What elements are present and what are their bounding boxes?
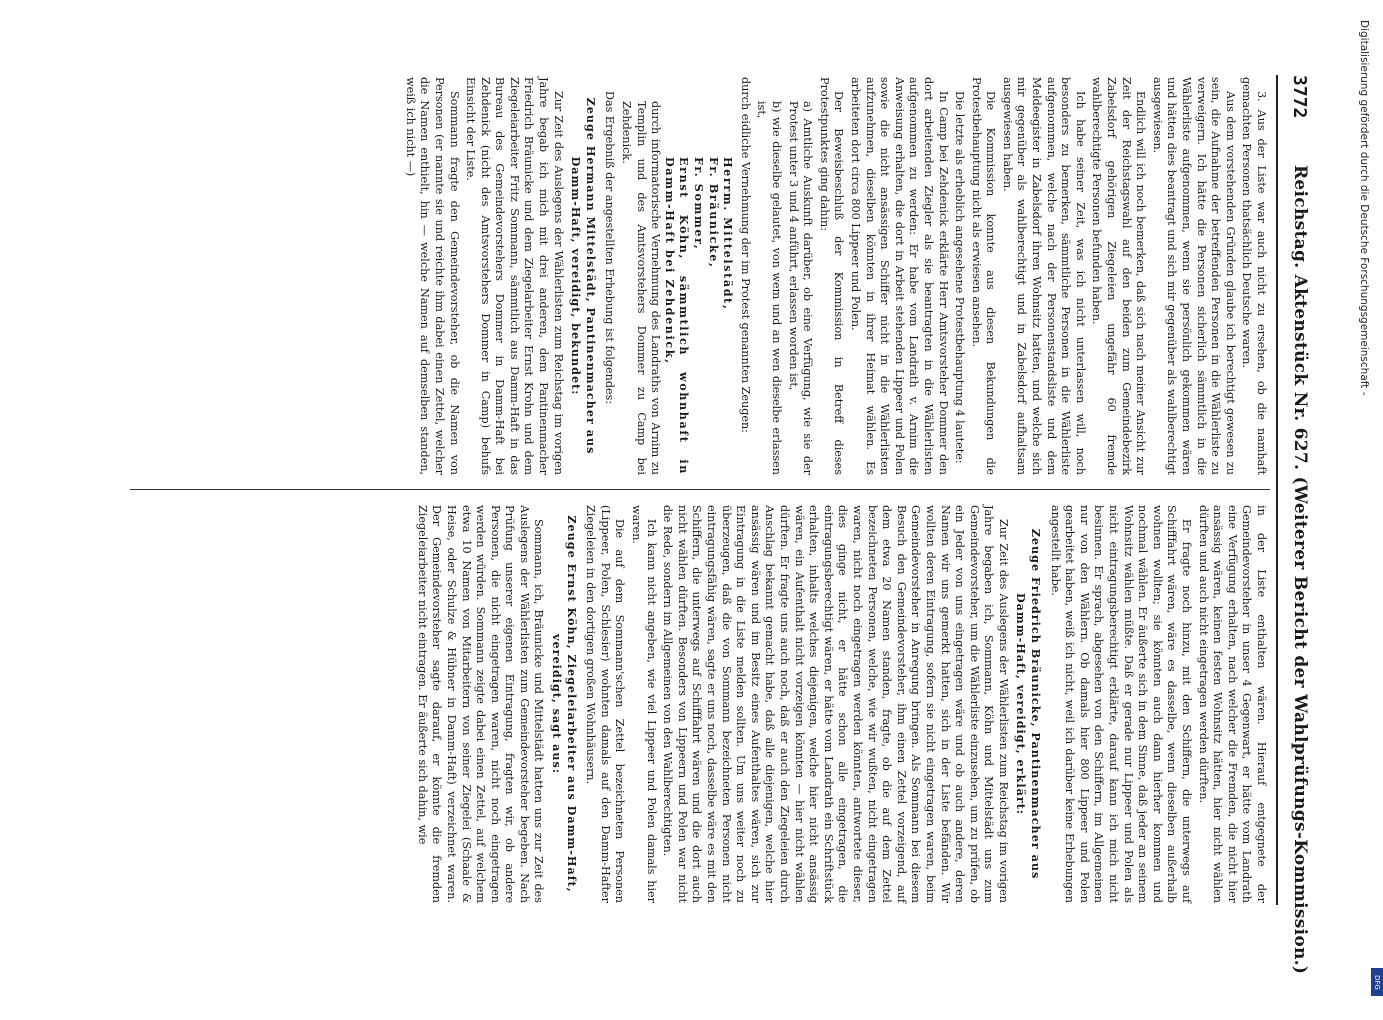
- page-header: [1280, 75, 1310, 975]
- witness-name: Herrm. Mittelstädt,: [721, 157, 736, 311]
- paragraph: Sommann, ich, Bräunicke und Mittelstädt hatten uns zur Zeit des Auslegens der Wählerlisten zum Gemeindevorsteher begeben. Nach Prüfung unserer eigenen Eintragung, fragten wir, ob andere Personen, die nicht eingetragen waren, nicht noch eingetragen werden würden. Sommann zeigte dabei einen Zettel, auf welchem etwa 10 Namen von Mitarbeitern von seiner Ziegelei (Schaale & Heise, oder Schulze & Hübner in Damm-Haft) verzeichnet waren. Der Gemeindevorsteher sagte darauf, er könnte die fremden Ziegeleiarbeiter nicht eintragen. Er äußerte sich dahin, wie: [415, 505, 546, 903]
- column-divider: [130, 489, 1270, 490]
- witness-heading: Zeuge Friedrich Bräunicke, Pantinenmacher aus Damm-Haft, vereidigt, erklärt:: [1014, 528, 1044, 880]
- witness-heading: Zeuge Ernst Köhn, Ziegeleiarbeiter aus Damm-Haft, vereidigt, sagt aus:: [550, 515, 579, 893]
- page-number: 3772: [1289, 75, 1310, 119]
- paragraph: Der Beweisbeschluß der Kommission in Betreff dieses Protestpunktes ging dahin:: [817, 77, 846, 475]
- document-sheet: [98, 55, 1328, 975]
- paragraph: b) wie dieselbe gelautet, von wem und an wen dieselbe erlassen ist,: [755, 101, 783, 475]
- left-column: [400, 77, 1268, 475]
- paragraph: Ich habe seiner Zeit, was ich nicht unterlassen will, noch besonders zu bemerken, sämmtliche Personen in die Wählerliste aufgenommen, welche nach der Personenstandsliste und dem Meldeegister in Zabelsdorf ihren Wohnsitz hatten, und welche sich mir gegenüber als wahlberechtigt und in Zabelsdorf aufhaltsam ausgewiesen haben.: [1000, 77, 1087, 475]
- paragraph: Die letzte als erheblich angesehene Protestbehauptung 4 lautete:: [953, 91, 967, 464]
- paragraph: Die Kommission konnte aus diesen Bekundungen die Protestbehauptung nicht als erwiesen ansehen.: [969, 77, 998, 475]
- right-column: [412, 505, 1268, 903]
- paragraph: 3. Aus der Liste war auch nicht zu ersehen, ob die namhaft gemachten Personen thatsächlich Deutsche waren.: [1240, 77, 1268, 475]
- paragraph: Er fragte noch hinzu, mit den Schiffern, die unterwegs auf Schifffahrt wären, wäre es dasselbe, wenn dieselben außerhalb wohnen wollten; sie könnten auch dann hierher kommen und nochmal wählen. Er äußerte sich in dem Sinne, daß jeder an seinem Wohnsitz wählen müßte. Daß er gerade nur Lippeer und Polen als nicht eintragungsberechtigt erklärte, darauf kann ich mich nicht besinnen. Er sprach, abgesehen von den Schiffern, im Allgemeinen nur von den Wählern. Ob damals hier 800 Lippeer und Polen gearbeitet haben, weiß ich nicht, weil ich darüber keine Erhebungen angestellt habe.: [1048, 505, 1194, 903]
- paragraph: durch informatorische Vernehmung des Landraths von Arnim zu Templin und des Amtsvorstehers Dommer zu Camp bei Zehdenick.: [620, 101, 663, 475]
- paragraph: a) Amtliche Auskunft darüber, ob eine Verfügung, wie sie der Protest unter 3 und 4 anführt, erlassen worden ist,: [786, 101, 815, 475]
- paragraph: durch eidliche Vernehmung der im Protest genannten Zeugen:: [738, 77, 752, 433]
- witness-name: Fr. Sommer,: [692, 157, 707, 251]
- paragraph: Endlich will ich noch bemerken, daß sich nach meiner Ansicht zur Zeit der Reichstagswahl auf den beiden zum Gemeindebezirk Zabelsdorf gehörigen Ziegeleien ungefähr 60 fremde wahlberechtigte Personen befunden haben.: [1090, 77, 1148, 475]
- paragraph: Zur Zeit des Auslegens der Wählerlisten zum Reichstag im vorigen Jahre begaben ich, Sommann, Köhn und Mittelstädt uns zum Gemeindevorsteher, um die Wählerliste einzusehen, um zu prüfen, ob ein Jeder von uns eingetragen wäre und ob auch andere, deren Namen wir uns gemerkt hatten, sich in der Liste befänden. Wir wollten deren Eintragung, sofern sie nicht eingetragen waren, beim Gemeindevorsteher in Anregung bringen. Als Sommann bei diesem Besuch den Gemeindevorsteher, ihm einen Zettel vorzeigend, auf dem etwa 20 Namen standen, fragte, ob die auf dem Zettel bezeichneten Personen, welche, wie wir wußten, nicht eingetragen waren, nicht noch eingetragen werden könnten, antwortete dieser, dies ginge nicht, er hätte schon alle eingetragen, die eintragungsberechtigt wären, er hätte vom Landrath ein Schriftstück erhalten, inhalts welches diejenigen, welche hier nicht ansässig wären, ein Aufenthalt nicht vorzeigen könnten — hier nicht wählen dürften. Er fragte uns auch noch, daß er auch den Ziegeleien durch Anschlag bekannt gemacht habe, daß alle diejenigen, welche hier ansässig wären und im Besitz eines Aufenthaltes wären, sich zur Eintragung in die Liste melden sollten. Um uns weiter noch zu überzeugen, daß die von Sommann bezeichneten Personen nicht eintragungsfähig wären, sagte er uns noch, dasselbe wäre es mit den Schiffern, die unterwegs auf Schifffahrt wären und die dort auch nicht wählen dürften. Besonders von Lippeern und Polen war nicht die Rede, sondern im Allgemeinen von den Wahlberechtigten.: [661, 505, 1010, 903]
- running-title: Reichstag. Aktenstück Nr. 627. (Weiterer Bericht der Wahlprüfungs-Kommission.): [1290, 165, 1310, 975]
- digitization-credit: Digitalisierung gefördert durch die Deutsche Forschungsgemeinschaft -: [1358, 20, 1370, 396]
- witness-name: Fr. Bräunicke,: [706, 157, 721, 269]
- paragraph: Das Ergebniß der angestellten Erhebung ist folgendes:: [603, 91, 617, 405]
- paragraph: Zur Zeit des Auslegens der Wählerlisten zum Reichstag im vorigen Jahre begab ich mich mit drei anderen, dem Pantinenmacher Friedrich Bräunicke und dem Ziegelarbeiter Ernst Krohn und dem Ziegeleiarbeiter Fritz Sommann, sämmtlich aus Damm-Haft in das Bureau des Gemeindevorstehers Dommer in Damm-Haft bei Zehdenick (nicht des Amtsvorstehers Dommer in Camp) behufs Einsicht der Liste.: [464, 77, 565, 475]
- paragraph: Ich kann nicht angeben, wie viel Lippeer und Polen damals hier waren.: [630, 505, 658, 903]
- paragraph: Sommann fragte den Gemeindevorsteher, ob die Namen von Personen (er nannte sie und reichte ihm dabei einen Zettel, welcher die Namen enthielt, hin — welche Namen auf demselben standen, weiß ich nicht —): [403, 77, 461, 475]
- paragraph: Die auf dem Sommann'schen Zettel bezeichneten Personen (Lippeer, Polen, Schlesier) wohnten damals auf den Damm-Hafter Ziegeleien in den dortigen großen Wohnhäusern.: [584, 505, 627, 903]
- paragraph: in der Liste enthalten wären. Hierauf entgegnete der Gemeindevorsteher in unser 4 Gegenwart, er hätte vom Landrath eine Verfügung erhalten, nach welcher die Fremden, die nicht hier ansässig wären, keinen festen Wohnsitz hätten, hier nicht wählen dürften und auch nicht eingetragen werden dürften.: [1196, 505, 1268, 903]
- paragraph: In Camp bei Zehdenick erklärte Herr Amtsvorsteher Dommer den dort arbeitenden Ziegler als sie beantragten in die Wählerlisten aufgenommen zu werden: Er habe vom Landrath v. Arnim die Anweisung erhalten, die dort in Arbeit stehenden Lippeer und Polen sowie die nicht ansässigen Schiffer nicht in die Wählerlisten aufzunehmen, dieselben könnten in ihrer Heimat wählen. Es arbeiteten dort circa 800 Lippeer und Polen.: [848, 77, 950, 475]
- witness-name: Ernst Köhn, sämmtlich wohnhaft in Damm-Haft bei Zehdenick,: [662, 157, 692, 475]
- dfg-logo: DFG: [1371, 968, 1383, 996]
- witness-heading: Zeuge Hermann Mittelstädt, Pantinenmacher aus Damm-Haft, vereidigt, bekundet:: [569, 97, 598, 455]
- header-rule: [1276, 75, 1278, 905]
- paragraph: Aus dem vorstehenden Gründen glaube ich berechtigt gewesen zu sein, die Aufnahme der betreffenden Personen in die Wählerliste zu verweigern. Ich hätte die Personen sicherlich sämmtlich in die Wählerliste aufgenommen, wenn sie persönlich gekommen wären und hätten dies beantragt und sich mir gegenüber als wahlberechtigt ausgewiesen.: [1150, 77, 1237, 475]
